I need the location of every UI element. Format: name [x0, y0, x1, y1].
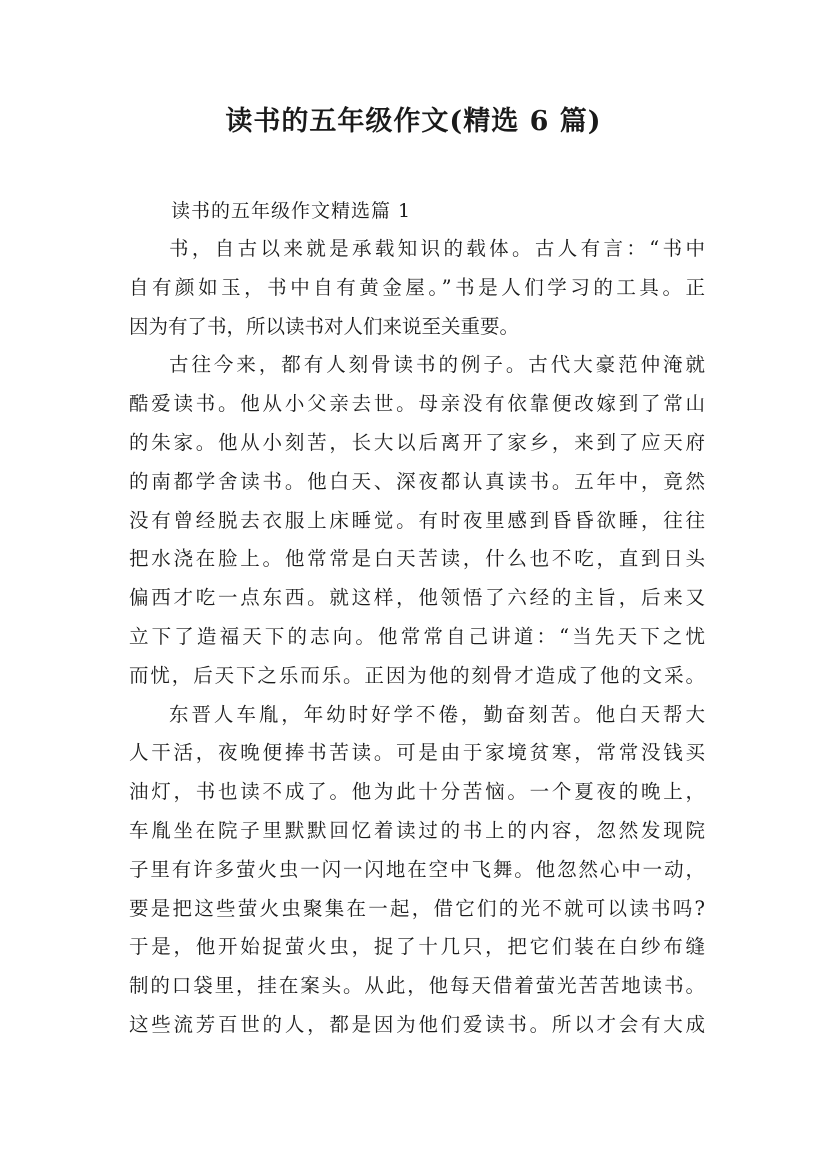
text-line: 偏西才吃一点东西。就这样，他领悟了六经的主旨，后来又 [129, 586, 705, 610]
text-line: 没有曾经脱去衣服上床睡觉。有时夜里感到昏昏欲睡，往往 [129, 508, 705, 532]
text-line: 立下了造福天下的志向。他常常自己讲道：“当先天下之忧 [129, 624, 705, 648]
text-line: 东晋人车胤，年幼时好学不倦，勤奋刻苦。他白天帮大 [169, 702, 705, 726]
text-line: 子里有许多萤火虫一闪一闪地在空中飞舞。他忽然心中一动， [129, 857, 705, 881]
text-line: 油灯，书也读不成了。他为此十分苦恼。一个夏夜的晚上， [129, 780, 705, 804]
text-line: 制的口袋里，挂在案头。从此，他每天借着萤光苦苦地读书。 [129, 974, 705, 998]
section-heading: 读书的五年级作文精选篇 1 [171, 200, 412, 222]
text-line: 酷爱读书。他从小父亲去世。母亲没有依靠便改嫁到了常山 [129, 392, 705, 416]
text-line: 人干活，夜晚便捧书苦读。可是由于家境贫寒，常常没钱买 [129, 741, 705, 765]
text-line: 因为有了书，所以读书对人们来说至关重要。 [129, 314, 520, 338]
text-line: 自有颜如玉，书中自有黄金屋。”书是人们学习的工具。正 [129, 275, 705, 299]
text-line: 这些流芳百世的人，都是因为他们爱读书。所以才会有大成 [129, 1012, 705, 1036]
text-line: 把水浇在脸上。他常常是白天苦读，什么也不吃，直到日头 [129, 547, 705, 571]
text-line: 车胤坐在院子里默默回忆着读过的书上的内容，忽然发现院 [129, 818, 705, 842]
text-line: 的南都学舍读书。他白天、深夜都认真读书。五年中，竟然 [129, 469, 705, 493]
text-line: 于是，他开始捉萤火虫，捉了十几只，把它们装在白纱布缝 [129, 935, 705, 959]
text-line: 要是把这些萤火虫聚集在一起，借它们的光不就可以读书吗? [129, 896, 705, 920]
document-title: 读书的五年级作文(精选 6 篇) [225, 106, 602, 137]
text-line: 的朱家。他从小刻苦，长大以后离开了家乡，来到了应天府 [129, 430, 705, 454]
text-line: 古往今来，都有人刻骨读书的例子。古代大豪范仲淹就 [169, 353, 705, 377]
text-line: 而忧，后天下之乐而乐。正因为他的刻骨才造成了他的文采。 [129, 663, 705, 687]
body-text [129, 230, 705, 1045]
text-line: 书，自古以来就是承载知识的载体。古人有言：“书中 [169, 237, 705, 260]
